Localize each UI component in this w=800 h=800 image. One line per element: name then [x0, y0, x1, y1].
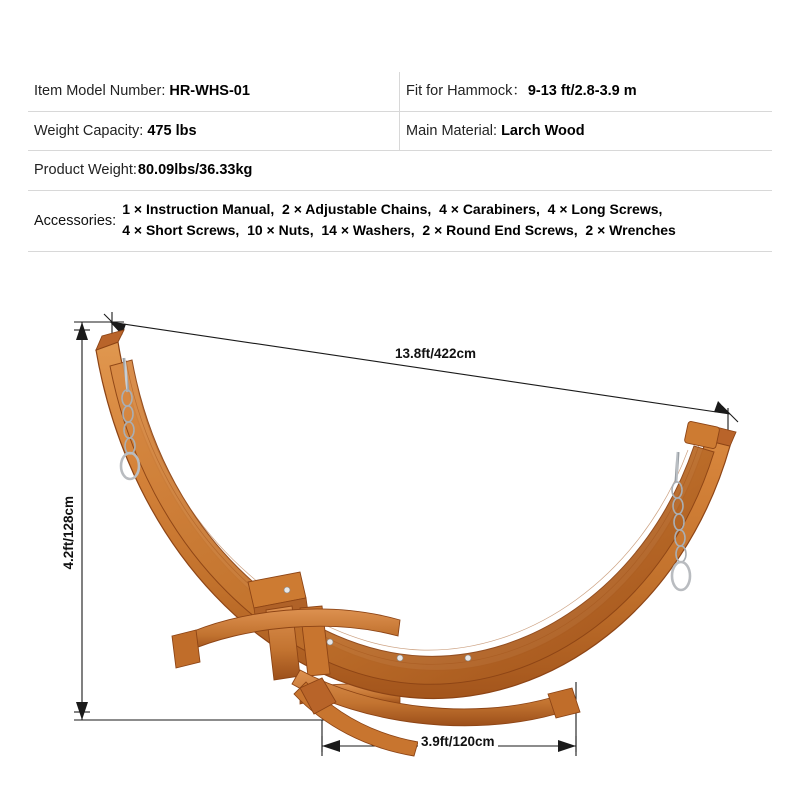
- right-arc-block: [684, 421, 720, 449]
- product-dimension-diagram: [0, 290, 800, 790]
- table-row: [28, 151, 772, 191]
- spec-weight-capacity: [28, 112, 400, 151]
- spec-label: Weight Capacity:: [34, 122, 144, 139]
- spec-main-material: [400, 112, 772, 151]
- spec-value: [122, 199, 676, 242]
- hammock-stand-illustration: [0, 290, 800, 790]
- spec-accessories: [28, 191, 772, 252]
- spec-label: Fit for Hammock：: [406, 83, 527, 99]
- spec-value: 80.09lbs/36.33kg: [137, 162, 253, 179]
- right-carabiner: [672, 562, 690, 590]
- accessories-line-1: 1 × Instruction Manual, 2 × Adjustable Chains, 4 × Carabiners, 4 × Long Screws,: [122, 200, 663, 217]
- left-cross-rail-foot: [172, 630, 200, 668]
- spec-value: HR-WHS-01: [169, 83, 250, 99]
- height-dimension-label: 4.2ft/128cm: [58, 495, 79, 571]
- specification-table: [28, 72, 772, 252]
- spec-value: 9-13 ft/2.8-3.9 m: [527, 83, 637, 99]
- table-row: [28, 112, 772, 152]
- spec-label: Item Model Number:: [34, 83, 166, 99]
- spec-fit-for-hammock: [400, 72, 772, 111]
- accessories-line-2: 4 × Short Screws, 10 × Nuts, 14 × Washers, 2 × Round End Screws, 2 × Wrenches: [122, 222, 676, 239]
- spec-value: Larch Wood: [501, 122, 585, 139]
- width-dimension-label: 3.9ft/120cm: [418, 733, 498, 750]
- length-dimension-label: 13.8ft/422cm: [392, 345, 479, 362]
- spec-label: Accessories:: [34, 213, 117, 230]
- table-row: [28, 72, 772, 112]
- spec-label: Main Material:: [406, 122, 498, 139]
- spec-product-weight: [28, 151, 772, 190]
- spec-item-model-number: [28, 72, 400, 111]
- spec-label: Product Weight:: [34, 162, 137, 179]
- spec-value: 475 lbs: [147, 122, 197, 139]
